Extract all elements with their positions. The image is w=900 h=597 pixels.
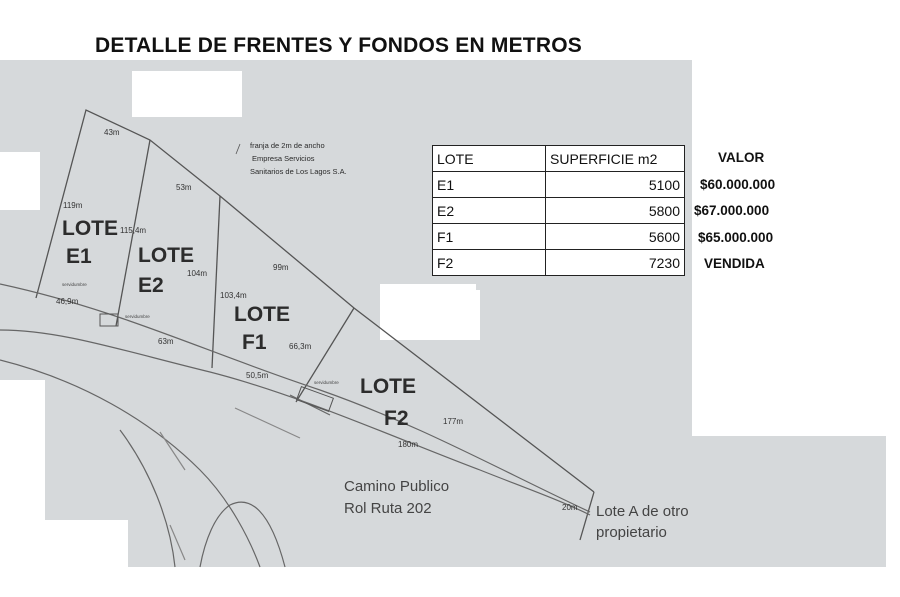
svg-text:LOTE: LOTE — [62, 217, 118, 240]
svg-text:Rol Ruta 202: Rol Ruta 202 — [344, 500, 432, 517]
cell-lote: F2 — [433, 250, 546, 276]
svg-text:Lote A de otro: Lote A de otro — [596, 503, 689, 520]
svg-text:LOTE: LOTE — [234, 303, 290, 326]
cell-superficie: 5100 — [546, 172, 685, 198]
svg-text:46,9m: 46,9m — [56, 297, 79, 306]
svg-text:115,4m: 115,4m — [120, 226, 147, 235]
header-lote: LOTE — [433, 146, 546, 172]
svg-text:103,4m: 103,4m — [220, 291, 247, 300]
cell-superficie: 7230 — [546, 250, 685, 276]
svg-text:propietario: propietario — [596, 524, 667, 541]
svg-text:119m: 119m — [63, 201, 83, 210]
svg-text:Sanitarios de Los Lagos S.A.: Sanitarios de Los Lagos S.A. — [250, 167, 347, 176]
svg-text:104m: 104m — [187, 269, 208, 278]
cell-lote: F1 — [433, 224, 546, 250]
cell-superficie: 5800 — [546, 198, 685, 224]
svg-text:66,3m: 66,3m — [289, 342, 312, 351]
svg-text:99m: 99m — [273, 263, 289, 272]
svg-text:LOTE: LOTE — [360, 375, 416, 398]
valor-column — [690, 145, 810, 278]
valor-header: VALOR — [718, 150, 765, 165]
svg-text:F2: F2 — [384, 407, 409, 430]
svg-text:servidumbre: servidumbre — [314, 380, 339, 385]
svg-text:180m: 180m — [398, 440, 419, 449]
svg-text:50,5m: 50,5m — [246, 371, 269, 380]
cell-lote: E2 — [433, 198, 546, 224]
svg-text:Empresa Servicios: Empresa Servicios — [252, 154, 315, 163]
svg-text:43m: 43m — [104, 128, 120, 137]
svg-text:franja de 2m de ancho: franja de 2m de ancho — [250, 141, 325, 150]
svg-text:servidumbre: servidumbre — [125, 314, 150, 319]
table-row — [433, 224, 685, 250]
header-superficie: SUPERFICIE m2 — [546, 146, 685, 172]
svg-text:servidumbre: servidumbre — [62, 282, 87, 287]
page-title: DETALLE DE FRENTES Y FONDOS EN METROS — [95, 34, 582, 57]
table-row — [433, 198, 685, 224]
svg-text:20m: 20m — [562, 503, 578, 512]
svg-text:53m: 53m — [176, 183, 192, 192]
svg-text:63m: 63m — [158, 337, 174, 346]
svg-text:LOTE: LOTE — [138, 244, 194, 267]
svg-text:F1: F1 — [242, 331, 267, 354]
table-row — [433, 250, 685, 276]
table-header-row — [433, 146, 685, 172]
valor-cell: $60.000.000 — [700, 176, 776, 192]
valor-cell: VENDIDA — [704, 256, 765, 271]
cell-superficie: 5600 — [546, 224, 685, 250]
valor-cell: $67.000.000 — [694, 203, 770, 218]
svg-text:177m: 177m — [443, 417, 464, 426]
valor-cell: $65.000.000 — [698, 229, 774, 245]
cell-lote: E1 — [433, 172, 546, 198]
svg-text:E2: E2 — [138, 274, 164, 297]
lot-table — [432, 145, 685, 276]
table-row — [433, 172, 685, 198]
svg-text:Camino Publico: Camino Publico — [344, 478, 450, 495]
svg-text:E1: E1 — [66, 245, 92, 268]
